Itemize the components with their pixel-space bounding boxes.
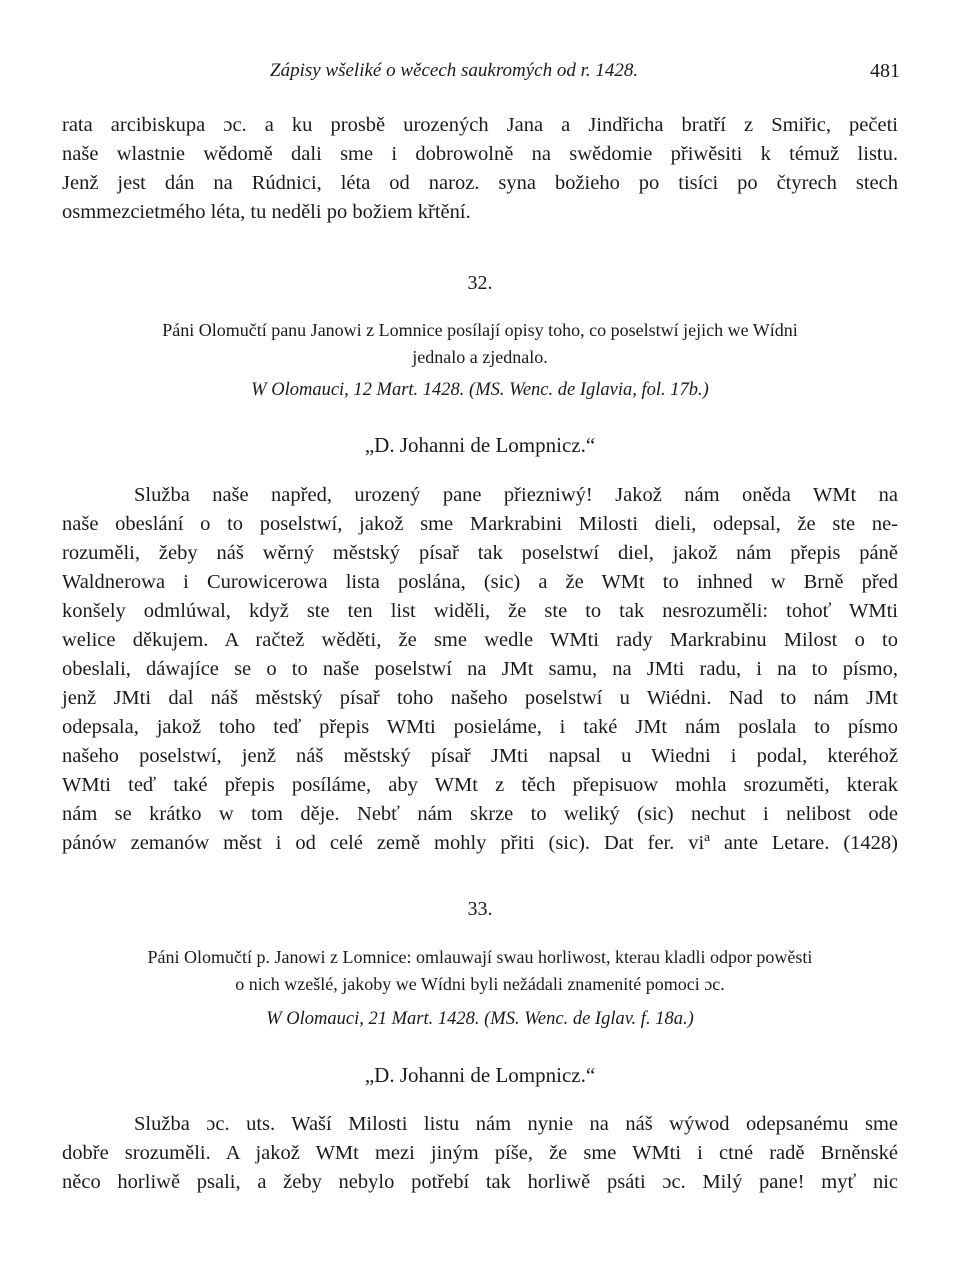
text-line: odepsala, jakož toho teď přepis WMti posieláme, i také JMt nám poslala to písmo [62, 716, 898, 738]
document-address: „D. Johanni de Lompnicz.“ [364, 433, 596, 457]
text-line: naše wlastnie wědomě dali sme i dobrowolně na swědomie přiwěsiti k témuž listu. [62, 143, 898, 165]
document-number: 32. [467, 272, 493, 294]
document-dateline: W Olomauci, 21 Mart. 1428. (MS. Wenc. de Iglav. f. 18a.) [266, 1009, 694, 1029]
continuation-paragraph [62, 111, 898, 227]
document-address: „D. Johanni de Lompnicz.“ [364, 1063, 596, 1087]
document-number: 33. [467, 898, 493, 920]
text-line: rata arcibiskupa ɔc. a ku prosbě urozených Jana a Jindřicha bratří z Smiřic, pečeti [62, 114, 898, 136]
regest-line: Páni Olomučtí p. Janowi z Lomnice: omlauwají swau horliwost, kterau kladli odpor powěsti [147, 947, 813, 967]
regest-line: jednalo a zjednalo. [412, 347, 548, 367]
text-line: WMti teď také přepis posíláme, aby WMt z těch přepisuow mohla srozuměti, kterak [62, 774, 898, 796]
text-line: Služba ɔc. uts. Waší Milosti listu nám nynie na náš wýwod odepsanému sme [134, 1113, 898, 1135]
running-title: Zápisy wšeliké o wěcech saukromých od r. 1428. [270, 60, 639, 81]
document-body [62, 481, 898, 858]
document-dateline: W Olomauci, 12 Mart. 1428. (MS. Wenc. de Iglavia, fol. 17b.) [251, 380, 709, 400]
text-line: osmmezcietmého léta, tu neděli po božiem křtění. [62, 201, 471, 223]
text-line: welice děkujem. A račtež wěděti, že sme wedle WMti rady Markrabinu Milost o to [62, 629, 898, 651]
page-number: 481 [870, 60, 900, 82]
text-line: nám se krátko w tom děje. Nebť nám skrze to weliký (sic) nechut i nelibost ode [62, 803, 898, 825]
regest-line: Páni Olomučtí panu Janowi z Lomnice posílají opisy toho, co poselstwí jejich we Wídni [162, 320, 798, 340]
text-line: našeho poselstwí, jenž náš městský písař JMti napsal u Wiedni i podal, kteréhož [62, 745, 898, 767]
regest-line: o nich wzešlé, jakoby we Wídni byli nežádali znamenité pomoci ɔc. [235, 974, 725, 994]
text-line: konšely odmlúwal, když ste ten list widěli, že ste to tak nesrozuměli: tohoť WMti [62, 600, 898, 622]
text-line: Waldnerowa i Curowicerowa lista poslána, (sic) a že WMt to inhned w Brně před [62, 571, 898, 593]
text-line: Služba naše napřed, urozený pane přiezniwý! Jakož nám oněda WMt na [134, 484, 898, 506]
text-line: jenž JMti dal náš městský písař toho našeho poselstwí u Wiédni. Nad to nám JMt [62, 687, 898, 709]
text-line: pánów zemanów měst i od celé země mohly přiti (sic). Dat fer. viª ante Letare. (1428) [62, 832, 898, 854]
document-body [62, 1110, 898, 1197]
text-line: obeslali, dáwajíce se o to naše poselstwí na JMt samu, na JMti radu, i na to písmo, [62, 658, 898, 680]
text-line: rozuměli, žeby náš wěrný městský písař tak poselstwí diel, jakož nám přepis páně [62, 542, 898, 564]
running-header [60, 60, 900, 90]
text-line: Jenž jest dán na Rúdnici, léta od naroz. syna božieho po tisíci po čtyrech stech [62, 172, 898, 194]
document-regest [62, 944, 898, 998]
text-line: něco horliwě psali, a žeby nebylo potřebí tak horliwě psáti ɔc. Milý pane! myť nic [62, 1171, 898, 1193]
text-line: naše obeslání o to poselstwí, jakož sme Markrabini Milosti dieli, odepsal, že ste ne- [62, 513, 898, 535]
text-line: dobře srozuměli. A jakož WMt mezi jiným píše, že sme WMti i ctné radě Brněnské [62, 1142, 898, 1164]
document-regest [62, 317, 898, 371]
